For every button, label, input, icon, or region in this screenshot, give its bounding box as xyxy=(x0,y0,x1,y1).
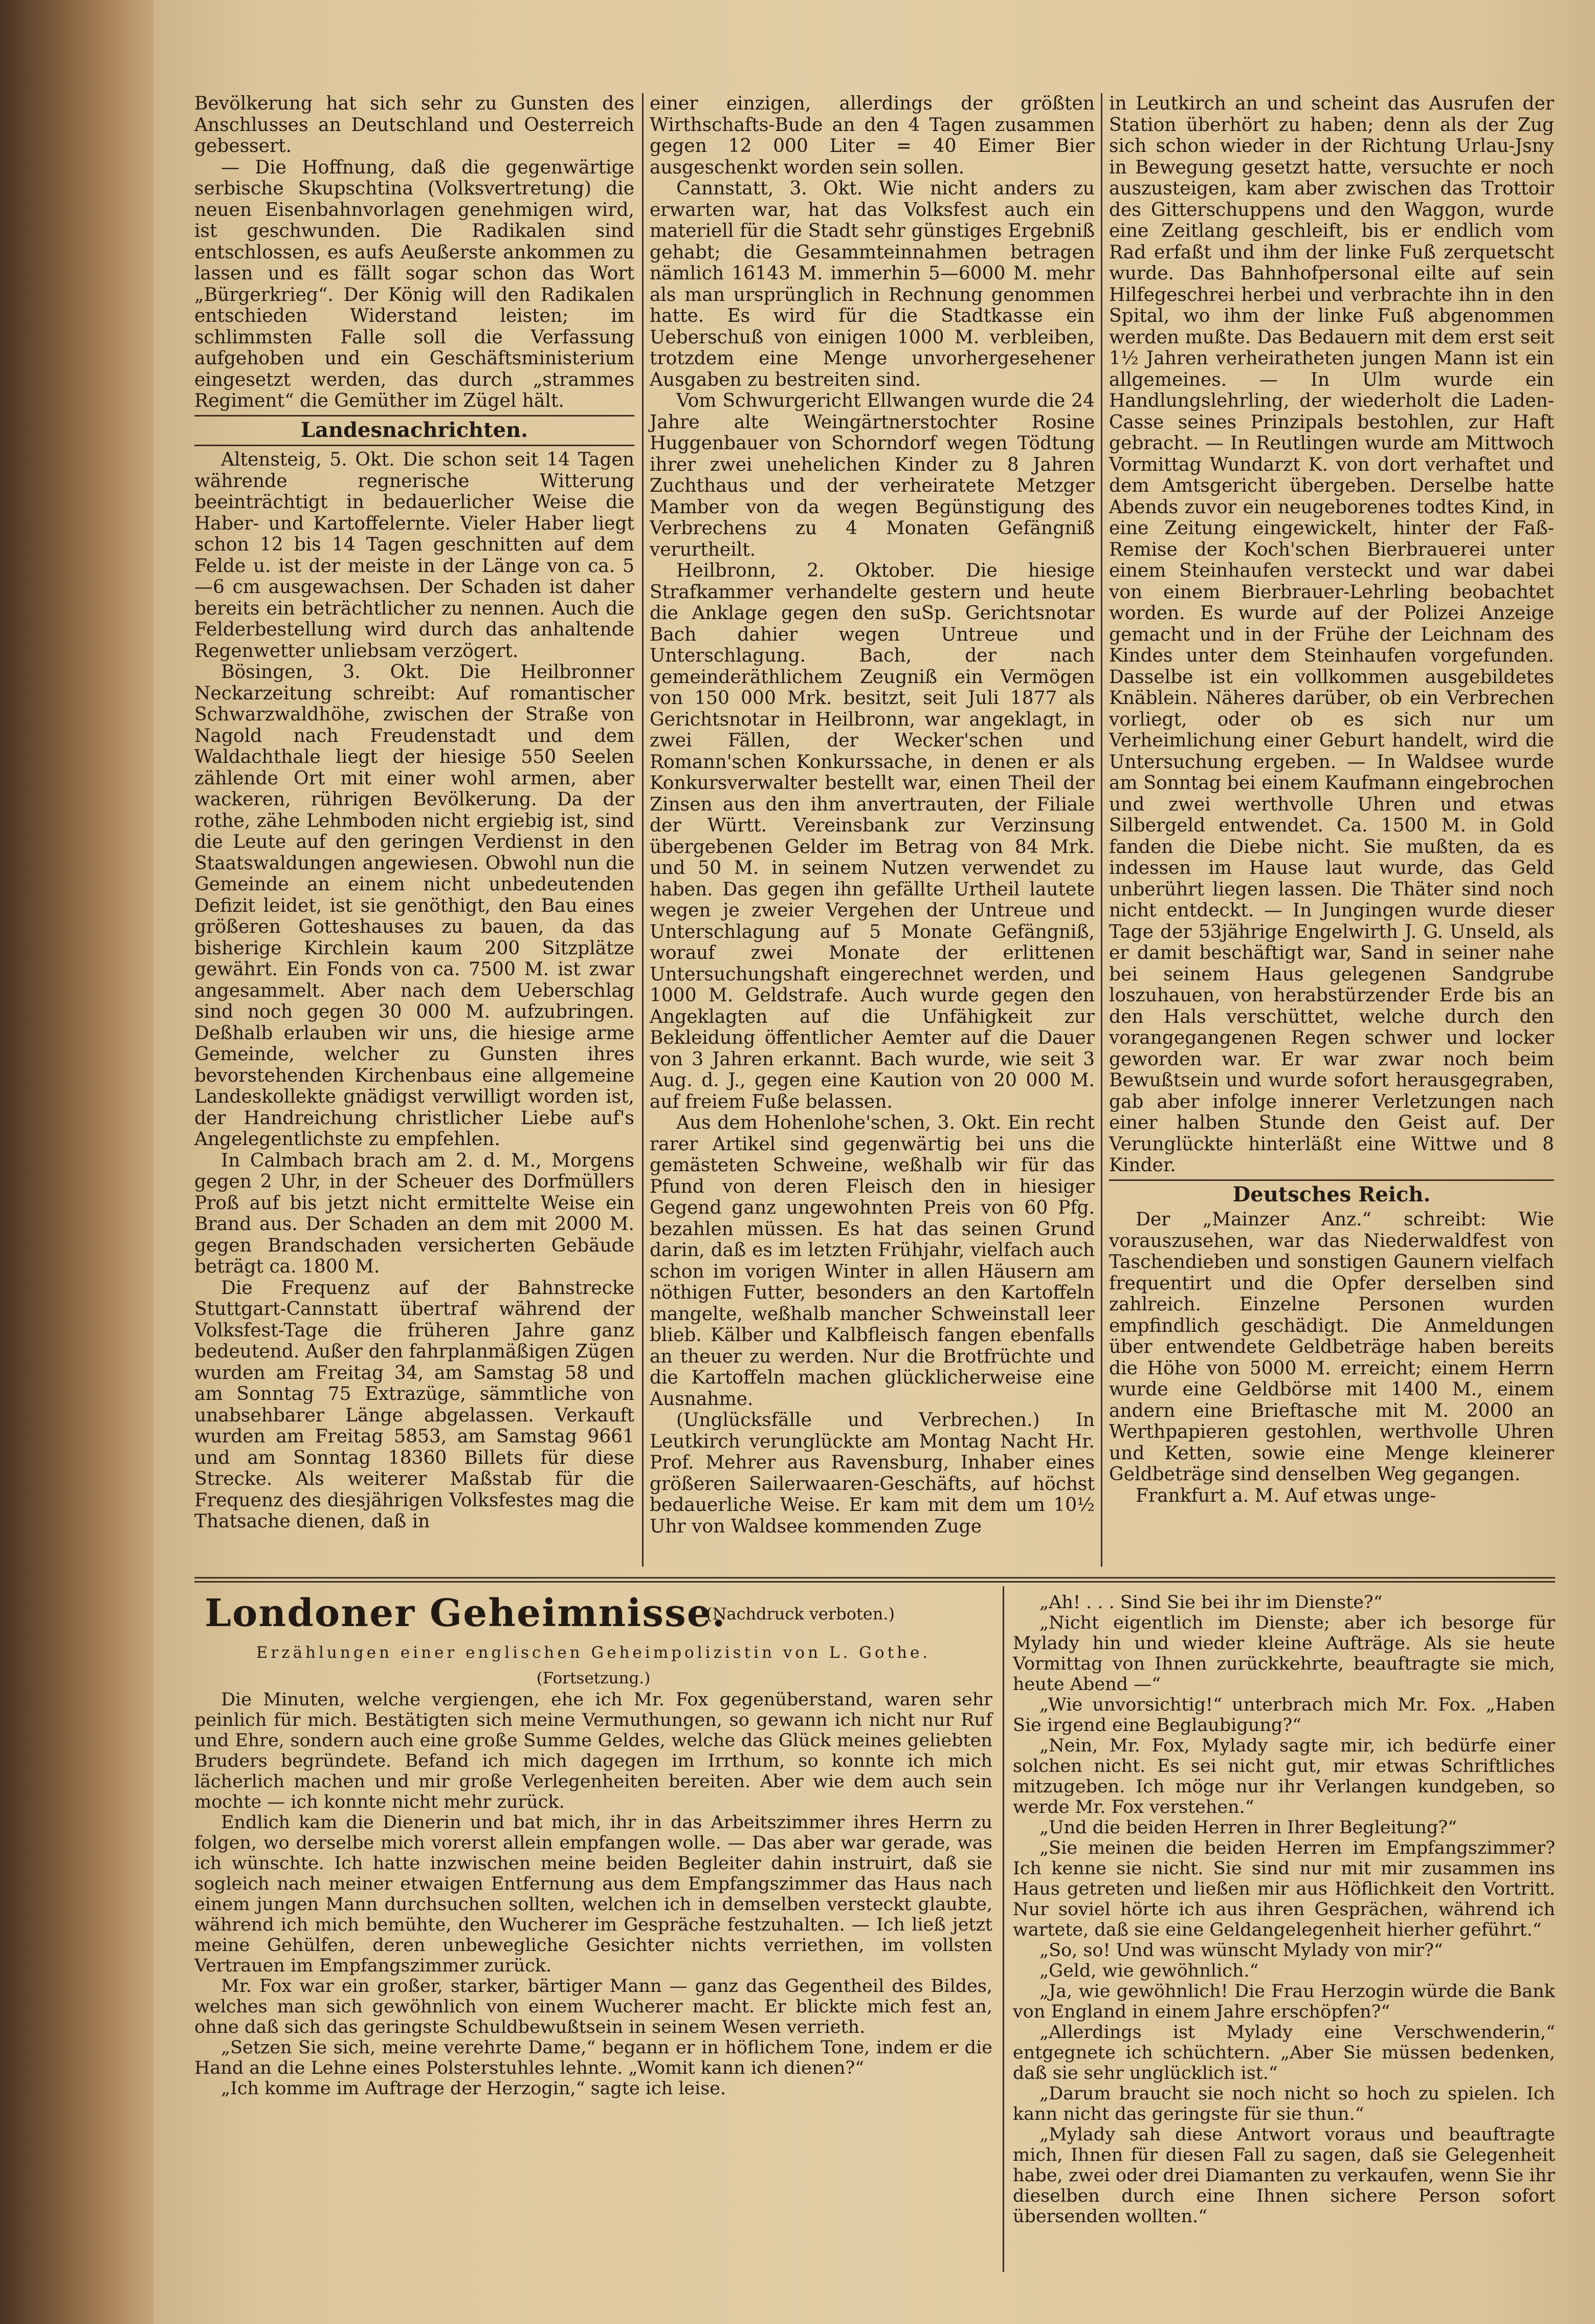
article-text: Heilbronn, 2. Oktober. Die hiesige Strafkammer verhandelte gestern und heute die Anklage gegen den suSp. Gerichtsnotar Bach dahier wegen Untreue und Unterschlagung. Bach, der nach gemeinderäthlichem Zeugniß ein Vermögen von 150 000 Mrk. besitzt, seit Juli 1877 als Gerichtsnotar in Heilbronn, war angeklagt, in zwei Fällen, der Wecker'schen und Romann'schen Konkurssache, in denen er als Konkursverwalter bestellt war, einen Theil der Zinsen aus den ihm anvertrauten, der Filiale der Württ. Vereinsbank zur Verzinsung übergebenen Gelder im Betrag von 84 Mrk. und 50 M. in seinem Nutzen verwendet zu haben. Das gegen ihn gefällte Urtheil lautete wegen je zweier Vergehen der Untreue und Unterschlagung auf 5 Monate Gefängniß, worauf zwei Monate der erlittenen Untersuchungshaft eingerechnet werden, und 1000 M. Geldstrafe. Auch wurde gegen den Angeklagten auf die Unfähigkeit zur Bekleidung öffentlicher Aemter auf die Dauer von 3 Jahren erkannt. Bach wurde, wie seit 3 Aug. d. J., gegen eine Kaution von 20 000 M. auf freiem Fuße belassen. xyxy=(650,560,1095,1112)
article-text: Aus dem Hohenlohe'schen, 3. Okt. Ein recht rarer Artikel sind gegenwärtig bei uns die gemästeten Schweine, weßhalb wir für das Pfund von deren Fleisch den in hiesiger Gegend ganz ungewohnten Preis von 60 Pfg. bezahlen müssen. Es hat das seinen Grund darin, daß es im letzten Frühjahr, vielfach auch schon im vorigen Winter in allen Häusern am nöthigen Futter, besonders an den Kartoffeln mangelte, weßhalb mancher Schweinstall leer blieb. Kälber und Kalbfleisch fangen ebenfalls an theuer zu werden. Nur die Brotfrüchte und die Kartoffeln machen glücklicherweise eine Ausnahme. xyxy=(650,1112,1095,1410)
story-paragraph: „Wie unvorsichtig!“ unterbrach mich Mr. Fox. „Haben Sie irgend eine Beglaubigung?“ xyxy=(1013,1695,1555,1736)
story-paragraph: „Nein, Mr. Fox, Mylady sagte mir, ich bedürfe einer solchen nicht. Es sei nicht gut, mir etwas Schriftliches mitzugeben. Ich möge nur ihr Verlangen kundgeben, so werde Mr. Fox verstehen.“ xyxy=(1013,1736,1555,1817)
feuilleton-subtitle: Erzählungen einer englischen Geheimpolizistin von L. Gothe. xyxy=(256,1643,931,1662)
feuilleton-divider xyxy=(194,1577,1555,1578)
article-text: Altensteig, 5. Okt. Die schon seit 14 Tagen währende regnerische Witterung beeinträchtigt in bedauerlicher Weise die Haber- und Kartoffelernte. Vieler Haber liegt schon 12 bis 14 Tagen geschnitten auf dem Felde u. ist der meiste in der Länge von ca. 5—6 cm ausgewachsen. Der Schaden ist daher bereits ein beträchtlicher zu nennen. Auch die Felderbestellung wird durch das anhaltende Regenwetter unliebsam verzögert. xyxy=(194,449,634,662)
story-paragraph: Mr. Fox war ein großer, starker, bärtiger Mann — ganz das Gegentheil des Bildes, welches man sich gewöhnlich von einem Wucherer macht. Er blickte mich fest an, ohne daß sich das geringste Schuldbewußtsein in seinem Wesen verrieth. xyxy=(194,1976,992,2037)
article-text: einer einzigen, allerdings der größten Wirthschafts-Bude an den 4 Tagen zusammen gegen 12 000 Liter = 40 Eimer Bier ausgeschenkt worden sein sollen. xyxy=(650,93,1095,178)
story-paragraph: „Sie meinen die beiden Herren im Empfangszimmer? Ich kenne sie nicht. Sie sind nur mit mir zusammen ins Haus getreten und ließen mir aus Höflichkeit den Vortritt. Nur soviel hörte ich aus ihren Gesprächen, während ich wartete, daß sie eine Geldangelegenheit hierher geführt.“ xyxy=(1013,1838,1555,1940)
article-text: in Leutkirch an und scheint das Ausrufen der Station überhört zu haben; denn als der Zug sich schon wieder in der Richtung Urlau-Jsny in Bewegung gesetzt hatte, versuchte er noch auszusteigen, kam aber zwischen das Trottoir des Gitterschuppens und den Waggon, wurde eine Zeitlang geschleift, bis er endlich vom Rad erfaßt und ihm der linke Fuß zerquetscht wurde. Das Bahnhofpersonal eilte auf sein Hilfegeschrei herbei und verbrachte ihn in den Spital, wo ihm der linke Fuß abgenommen werden mußte. Das Bedauern mit dem erst seit 1½ Jahren verheiratheten jungen Mann ist ein allgemeines. — In Ulm wurde ein Handlungslehrling, der wiederholt die Laden-Casse seines Prinzipals bestohlen, zur Haft gebracht. — In Reutlingen wurde am Mittwoch Vormittag Wundarzt K. von dort verhaftet und dem Amtsgericht übergeben. Derselbe hatte Abends zuvor ein neugeborenes todtes Kind, in eine Zeitung eingewickelt, hinter der Faß-Remise der Koch'schen Bierbrauerei unter einem Steinhaufen versteckt und war dabei von einem Bierbrauer-Lehrling beobachtet worden. Es wurde auf der Polizei Anzeige gemacht und in der Frühe der Leichnam des Kindes unter dem Steinhaufen vorgefunden. Dasselbe ist ein vollkommen ausgebildetes Knäblein. Näheres darüber, ob ein Verbrechen vorliegt, oder ob es sich nur um Verheimlichung einer Geburt handelt, wird die Untersuchung ergeben. — In Waldsee wurde am Sonntag bei einem Kaufmann eingebrochen und zwei werthvolle Uhren und etwas Silbergeld entwendet. Ca. 1500 M. in Gold fanden die Diebe nicht. Sie mußten, da es indessen im Hause laut wurde, das Geld unberührt liegen lassen. Die Thäter sind noch nicht entdeckt. — In Jungingen wurde dieser Tage der 53jährige Engelwirth J. G. Unseld, als er damit beschäftigt war, Sand in seiner nahe bei seinem Haus gelegenen Sandgrube loszuhauen, von herabstürzender Erde bis an den Hals verschüttet, welche durch den vorangegangenen Regen schwer und locker geworden war. Er war zwar noch beim Bewußtsein und wurde sofort herausgegraben, gab aber infolge innerer Verletzungen nach einer halben Stunde den Geist auf. Der Verunglückte hinterläßt eine Wittwe und 8 Kinder. xyxy=(1109,93,1554,1176)
rule-below-heading xyxy=(194,445,634,446)
column-divider xyxy=(1003,1586,1004,2272)
story-paragraph: „Ja, wie gewöhnlich! Die Frau Herzogin würde die Bank von England in einem Jahre erschöpfen?“ xyxy=(1013,1981,1555,2022)
article-text: (Unglücksfälle und Verbrechen.) In Leutkirch verunglückte am Montag Nacht Hr. Prof. Mehrer aus Ravensburg, Inhaber eines größeren Sailerwaaren-Geschäfts, auf höchst bedauerliche Weise. Er kam mit dem um 10½ Uhr von Waldsee kommenden Zuge xyxy=(650,1410,1095,1537)
column-3 xyxy=(1109,93,1554,1567)
story-paragraph: „Nicht eigentlich im Dienste; aber ich besorge für Mylady hin und wieder kleine Aufträge. Als sie heute Vormittag von Ihnen zurückkehrte, beauftragte sie mich, heute Abend —“ xyxy=(1013,1613,1555,1695)
article-text: — Die Hoffnung, daß die gegenwärtige serbische Skupschtina (Volksvertretung) die neuen Eisenbahnvorlagen genehmigen wird, ist geschwunden. Die Radikalen sind entschlossen, es aufs Aeußerste ankommen zu lassen und es fällt sogar schon das Wort „Bürgerkrieg“. Der König will den Radikalen entschieden Widerstand leisten; im schlimmsten Falle soll die Verfassung aufgehoben und ein Geschäftsministerium eingesetzt werden, das durch „strammes Regiment“ die Gemüther im Zügel hält. xyxy=(194,157,634,411)
story-paragraph: „Darum braucht sie noch nicht so hoch zu spielen. Ich kann nicht das geringste für sie thun.“ xyxy=(1013,2084,1555,2124)
article-text: Bevölkerung hat sich sehr zu Gunsten des Anschlusses an Deutschland und Oesterreich gebessert. xyxy=(194,93,634,157)
feuilleton-divider xyxy=(194,1581,1555,1583)
story-paragraph: „Ich komme im Auftrage der Herzogin,“ sagte ich leise. xyxy=(221,2078,726,2099)
article-text: Bösingen, 3. Okt. Die Heilbronner Neckarzeitung schreibt: Auf romantischer Schwarzwaldhöhe, zwischen der Straße von Nagold nach Freudenstadt und dem Waldachthale liegt der hiesige 550 Seelen zählende Ort mit einer wohl armen, aber wackeren, rührigen Bevölkerung. Da der rothe, zähe Lehmboden nicht ergiebig ist, sind die Leute auf den geringen Verdienst in den Staatswaldungen angewiesen. Obwohl nun die Gemeinde an einem nicht unbedeutenden Defizit leidet, ist sie genöthigt, den Bau eines größeren Gotteshauses zu bauen, da das bisherige Kirchlein kaum 200 Sitzplätze gewährt. Ein Fonds von ca. 7500 M. ist zwar angesammelt. Aber nach dem Ueberschlag sind noch gegen 30 000 M. aufzubringen. Deßhalb erlauben wir uns, die hiesige arme Gemeinde, welcher zu Gunsten ihres bevorstehenden Kirchenbaus eine allgemeine Landeskollekte gnädigst verwilligt worden ist, der Handreichung christlicher Liebe auf's Angelegentlichste zu empfehlen. xyxy=(194,662,634,1150)
rule-above-heading xyxy=(194,415,634,416)
article-text: Der „Mainzer Anz.“ schreibt: Wie vorauszusehen, war das Niederwaldfest von Taschendieben und sonstigen Gaunern vielfach frequentirt und die Opfer derselben sind zahlreich. Einzelne Personen wurden empfindlich geschädigt. Die Anmeldungen über entwendete Geldbeträge haben bereits die Höhe von 5000 M. erreicht; einem Herrn wurde eine Geldbörse mit 1400 M., einem andern eine Brieftasche mit M. 2000 an Werthpapieren gestohlen, werthvolle Uhren und Ketten, sowie eine Menge kleinerer Geldbeträge sind denselben Weg gegangen. xyxy=(1109,1209,1554,1485)
article-text: Vom Schwurgericht Ellwangen wurde die 24 Jahre alte Weingärtnerstochter Rosine Huggenbauer von Schorndorf wegen Tödtung ihrer zwei unehelichen Kinder zu 8 Jahren Zuchthaus und der verheiratete Metzger Mamber von da wegen Begünstigung des Verbrechens zu 4 Monaten Gefängniß verurtheilt. xyxy=(650,390,1095,560)
article-text: Die Frequenz auf der Bahnstrecke Stuttgart-Cannstatt übertraf während der Volksfest-Tage die früheren Jahre ganz bedeutend. Außer den fahrplanmäßigen Zügen wurden am Freitag 34, am Samstag 58 und am Sonntag 75 Extrazüge, sämmtliche von unabsehbarer Länge abgelassen. Verkauft wurden am Freitag 5853, am Samstag 9661 und am Sonntag 18360 Billets für diese Strecke. Als weiterer Maßstab für die Frequenz des diesjährigen Volksfestes mag die Thatsache dienen, daß in xyxy=(194,1277,634,1532)
story-paragraph: „Mylady sah diese Antwort voraus und beauftragte mich, Ihnen für diesen Fall zu sagen, daß sie Gelegenheit habe, zwei oder drei Diamanten zu verkaufen, wenn Sie ihr dieselben durch eine Ihnen sichere Person sofort übersenden wollten.“ xyxy=(1013,2124,1555,2227)
feuilleton-title: Londoner Geheimnisse. xyxy=(205,1591,726,1635)
story-paragraph: „Geld, wie gewöhnlich.“ xyxy=(1039,1961,1259,1981)
story-paragraph: „Und die beiden Herren in Ihrer Begleitung?“ xyxy=(1039,1817,1457,1838)
story-paragraph: „Allerdings ist Mylady eine Verschwenderin,“ entgegnete ich schüchtern. „Aber Sie müssen bedenken, daß sie sehr unglücklich ist.“ xyxy=(1013,2022,1555,2084)
story-paragraph: „So, so! Und was wünscht Mylady von mir?“ xyxy=(1039,1940,1443,1961)
article-text: In Calmbach brach am 2. d. M., Morgens gegen 2 Uhr, in der Scheuer des Dorfmüllers Proß auf bis jetzt nicht ermittelte Weise ein Brand aus. Der Schaden an dem mit 2000 M. gegen Brandschaden versicherten Gebäude beträgt ca. 1800 M. xyxy=(194,1150,634,1277)
story-paragraph: Endlich kam die Dienerin und bat mich, ihr in das Arbeitszimmer ihres Herrn zu folgen, wo derselbe mich vorerst allein empfangen wolle. — Das aber war gerade, was ich wünschte. Ich hatte inzwischen meine beiden Begleiter dahin instruirt, daß sie sogleich nach meiner etwaigen Entfernung aus dem Empfangszimmer das Haus nach einem jungen Mann durchsuchen sollten, welchen ich in demselben versteckt glaubte, während ich mich bemühte, den Wucherer im Gespräche festzuhalten. — Ich ließ jetzt meine Gehülfen, deren unbewegliche Gesichter nichts verriethen, im vollsten Vertrauen im Empfangszimmer zurück. xyxy=(194,1812,992,1976)
column-1 xyxy=(194,93,634,1567)
story-paragraph: Die Minuten, welche vergiengen, ehe ich Mr. Fox gegenüberstand, waren sehr peinlich für mich. Bestätigten sich meine Vermuthungen, so gewann ich nicht nur Ruf und Ehre, sondern auch eine große Summe Geldes, welche das Glück meines geliebten Bruders begründete. Befand ich mich dagegen im Irrthum, so konnte ich mich lächerlich machen und mir große Verlegenheiten bereiten. Aber wie dem auch sein mochte — ich konnte nicht mehr zurück. xyxy=(194,1690,992,1812)
article-text: Cannstatt, 3. Okt. Wie nicht anders zu erwarten war, hat das Volksfest auch ein materiell für die Stadt sehr günstiges Ergebniß gehabt; die Gesammteinnahmen betragen nämlich 16143 M. immerhin 5—6000 M. mehr als man ursprünglich in Rechnung genommen hatte. Es wird für die Stadtkasse ein Ueberschuß von einigen 1000 M. verbleiben, trotzdem eine Menge unvorhergesehener Ausgaben zu bestreiten sind. xyxy=(650,178,1095,390)
column-2 xyxy=(650,93,1095,1567)
article-text: Frankfurt a. M. Auf etwas unge- xyxy=(1136,1485,1436,1506)
column-divider xyxy=(1101,93,1102,1567)
column-divider xyxy=(642,93,644,1567)
continuation-note: (Fortsetzung.) xyxy=(536,1669,651,1687)
story-paragraph: „Setzen Sie sich, meine verehrte Dame,“ begann er in höflichem Tone, indem er die Hand an die Lehne eines Polsterstuhles lehnte. „Womit kann ich dienen?“ xyxy=(194,2037,992,2078)
reprint-notice: (Nachdruck verboten.) xyxy=(706,1604,895,1624)
section-heading-landesnachrichten: Landesnachrichten. xyxy=(300,418,528,442)
feuilleton-column-left xyxy=(194,1690,992,2278)
section-heading-deutsches-reich: Deutsches Reich. xyxy=(1232,1182,1431,1207)
feuilleton-column-right xyxy=(1013,1592,1555,2278)
book-spine xyxy=(0,0,153,2324)
rule-above-heading xyxy=(1109,1179,1554,1181)
story-paragraph: „Ah! . . . Sind Sie bei ihr im Dienste?“ xyxy=(1039,1592,1383,1613)
newspaper-page xyxy=(153,0,1595,2324)
